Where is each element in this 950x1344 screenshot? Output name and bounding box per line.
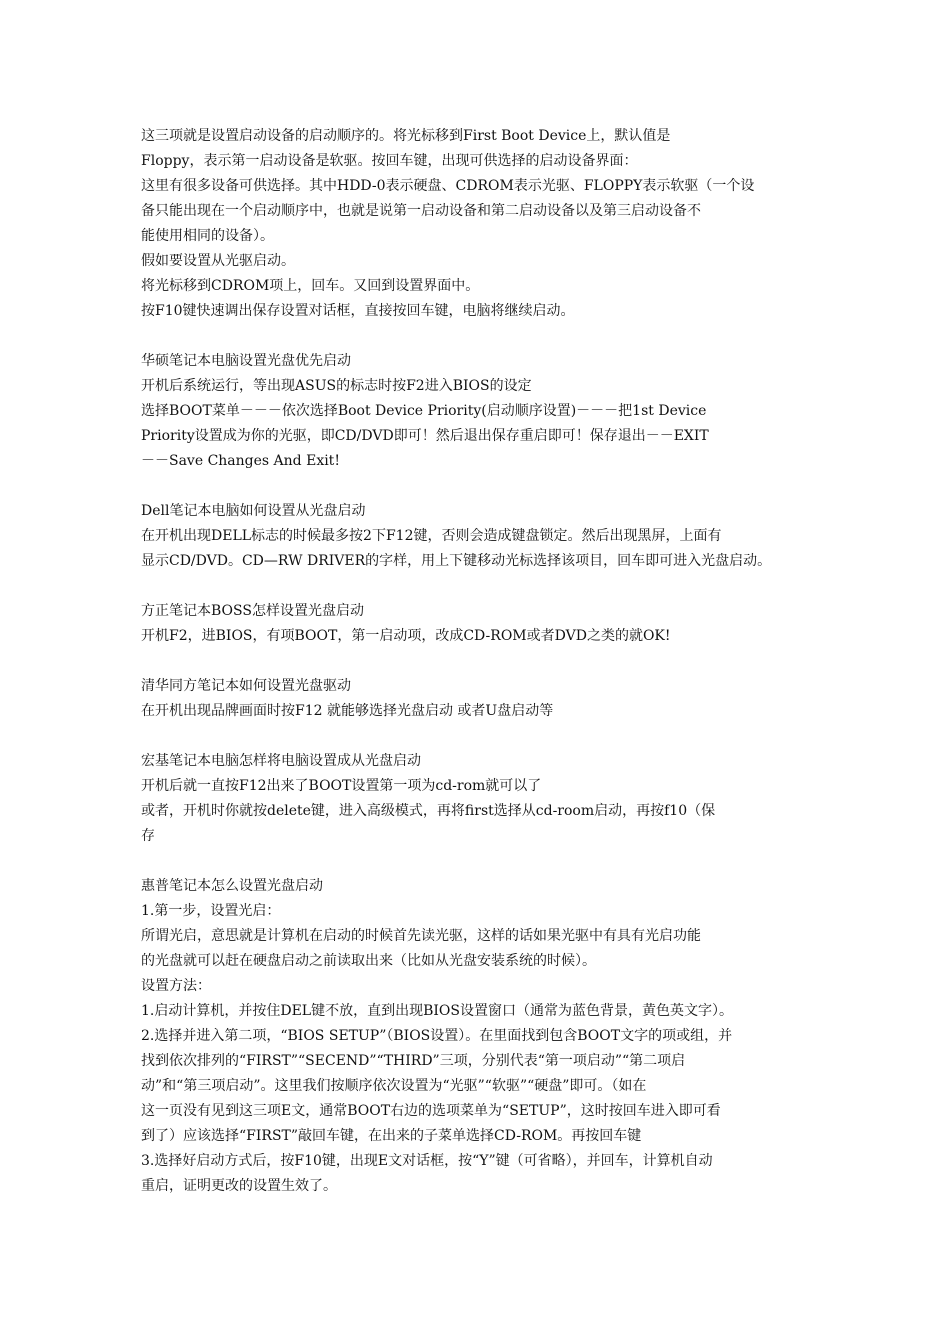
text-line: 2.选择并进入第二项，“BIOS SETUP”（BIOS设置）。在里面找到包含BOOT文字的项或组，并 bbox=[141, 1028, 733, 1044]
paragraph-gap bbox=[141, 649, 823, 674]
text-line: 这里有很多设备可供选择。其中HDD-0表示硬盘、CDROM表示光驱、FLOPPY表示软驱（一个设 bbox=[141, 178, 755, 194]
text-line: 或者，开机时你就按delete键，进入高级模式，再将first选择从cd-room启动，再按f10（保 bbox=[141, 803, 716, 819]
text-line: －－Save Changes And Exit! bbox=[141, 453, 340, 469]
text-line: 设置方法： bbox=[141, 978, 211, 994]
section-heading: 惠普笔记本怎么设置光盘启动 bbox=[141, 878, 323, 894]
text-line: 在开机出现品牌画面时按F12 就能够选择光盘启动 或者U盘启动等 bbox=[141, 703, 554, 719]
text-line: 假如要设置从光驱启动。 bbox=[141, 253, 295, 269]
text-line: 1.启动计算机，并按住DEL键不放，直到出现BIOS设置窗口（通常为蓝色背景，黄色英文字）。 bbox=[141, 1003, 733, 1019]
text-line: 备只能出现在一个启动顺序中，也就是说第一启动设备和第二启动设备以及第三启动设备不 bbox=[141, 203, 701, 219]
text-line: 这一页没有见到这三项E文，通常BOOT右边的选项菜单为“SETUP”，这时按回车进入即可看 bbox=[141, 1103, 721, 1119]
paragraph-gap bbox=[141, 474, 823, 499]
text-line: 开机后系统运行，等出现ASUS的标志时按F2进入BIOS的设定 bbox=[141, 378, 532, 394]
text-line: 能使用相同的设备）。 bbox=[141, 228, 274, 244]
text-line: Floppy，表示第一启动设备是软驱。按回车键，出现可供选择的启动设备界面： bbox=[141, 153, 638, 169]
text-line: 在开机出现DELL标志的时候最多按2下F12键，否则会造成键盘锁定。然后出现黑屏，上面有 bbox=[141, 528, 722, 544]
text-line: 开机F2，进BIOS，有项BOOT，第一启动项，改成CD-ROM或者DVD之类的就OK! bbox=[141, 628, 671, 644]
document-body bbox=[141, 124, 823, 1199]
text-line: Priority设置成为你的光驱，即CD/DVD即可！然后退出保存重启即可！保存退出－－EXIT bbox=[141, 428, 709, 444]
text-line: 到了）应该选择“FIRST”敲回车键，在出来的子菜单选择CD-ROM。再按回车键 bbox=[141, 1128, 642, 1144]
section-heading: 方正笔记本BOSS怎样设置光盘启动 bbox=[141, 603, 364, 619]
section-heading: Dell笔记本电脑如何设置从光盘启动 bbox=[141, 503, 366, 519]
text-line: 开机后就一直按F12出来了BOOT设置第一项为cd-rom就可以了 bbox=[141, 778, 542, 794]
paragraph-gap bbox=[141, 849, 823, 874]
text-line: 3.选择好启动方式后，按F10键，出现E文对话框，按“Y”键（可省略），并回车，计算机自动 bbox=[141, 1153, 713, 1169]
text-line: 将光标移到CDROM项上，回车。又回到设置界面中。 bbox=[141, 278, 480, 294]
paragraph-gap bbox=[141, 574, 823, 599]
section-heading: 清华同方笔记本如何设置光盘驱动 bbox=[141, 678, 351, 694]
paragraph-gap bbox=[141, 724, 823, 749]
text-line: 这三项就是设置启动设备的启动顺序的。将光标移到First Boot Device上，默认值是 bbox=[141, 128, 671, 144]
text-line: 选择BOOT菜单－－－依次选择Boot Device Priority(启动顺序设置)－－－把1st Device bbox=[141, 403, 707, 419]
text-line: 存 bbox=[141, 828, 155, 844]
paragraph-gap bbox=[141, 324, 823, 349]
text-line: 所谓光启，意思就是计算机在启动的时候首先读光驱，这样的话如果光驱中有具有光启功能 bbox=[141, 928, 701, 944]
section-heading: 华硕笔记本电脑设置光盘优先启动 bbox=[141, 353, 351, 369]
text-line: 重启，证明更改的设置生效了。 bbox=[141, 1178, 337, 1194]
text-line: 动”和“第三项启动”。这里我们按顺序依次设置为“光驱”“软驱”“硬盘”即可。（如在 bbox=[141, 1078, 647, 1094]
text-line: 按F10键快速调出保存设置对话框，直接按回车键，电脑将继续启动。 bbox=[141, 303, 575, 319]
text-line: 的光盘就可以赶在硬盘启动之前读取出来（比如从光盘安装系统的时候）。 bbox=[141, 953, 596, 969]
text-line: 找到依次排列的“FIRST”“SECEND”“THIRD”三项，分别代表“第一项启动”“第二项启 bbox=[141, 1053, 686, 1069]
text-line: 1.第一步，设置光启： bbox=[141, 903, 281, 919]
section-heading: 宏基笔记本电脑怎样将电脑设置成从光盘启动 bbox=[141, 753, 421, 769]
text-line: 显示CD/DVD。CD—RW DRIVER的字样，用上下键移动光标选择该项目，回车即可进入光盘启动。 bbox=[141, 553, 772, 569]
